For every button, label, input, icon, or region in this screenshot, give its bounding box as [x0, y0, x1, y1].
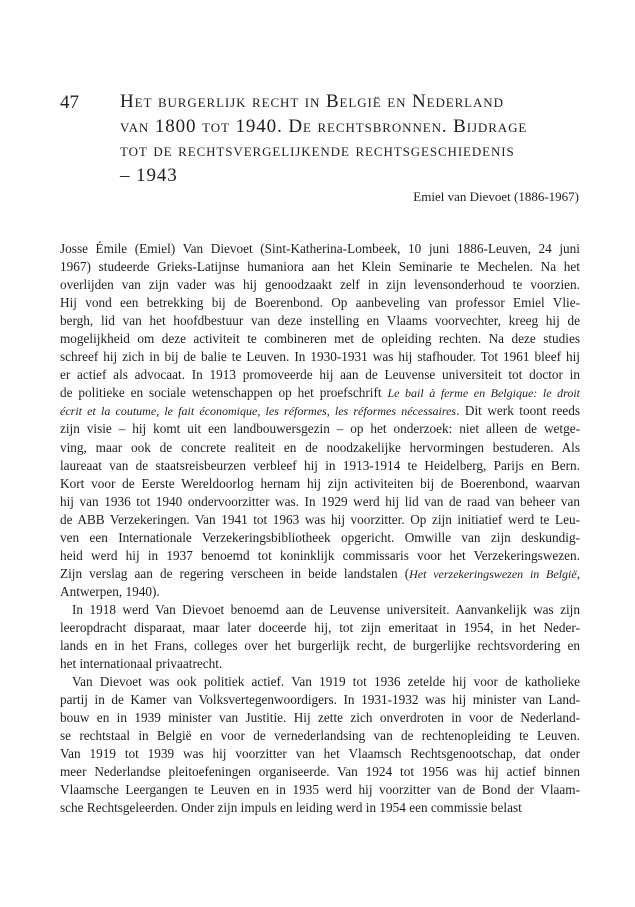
text-segment: . Dit werk toont reeds: [456, 403, 580, 419]
text-line: bergh, lid van het hoofdbestuur van deze instelling en Vlaams voorvechter, kreeg hij de: [60, 313, 580, 329]
body-text: [60, 240, 580, 818]
text-line: leeropdracht disparaat, maar later doceerde hij, tot zijn emeritaat in 1954, in het Neder-: [60, 619, 580, 635]
text-line: zijn visie – hij komt uit een landbouwersgezin – op het onderzoek: niet alleen de wetge-: [60, 421, 580, 437]
text-line: heid werd hij in 1937 benoemd tot koninklijk commissaris voor het Verzekeringswezen.: [60, 547, 580, 563]
chapter-number: 47: [60, 92, 79, 113]
text-segment: de politieke en sociale wetenschappen op het proefschrift: [60, 385, 388, 401]
text-line: sche Rechtsgeleerden. Onder zijn impuls en leiding werd in 1954 een commissie belast: [60, 800, 522, 816]
text-line: de ABB Verzekeringen. Van 1941 tot 1963 was hij voorzitter. Op zijn initiatief werd te Leu-: [60, 511, 580, 527]
italic-title: Het verzekeringswezen in België: [409, 566, 577, 581]
chapter-title-line: – 1943: [120, 164, 178, 186]
text-line: Van 1919 tot 1939 was hij voorzitter van het Vlaamsch Rechtsgenootschap, dat onder: [60, 746, 580, 762]
text-line: se rechtstaal in België en voor de vernederlandsing van de rechtenopleiding te Leuven.: [60, 728, 580, 744]
text-line: laureaat van de staatsreisbeurzen verbleef hij in 1913-1914 te Heidelberg, Parijs en Bern.: [60, 457, 580, 473]
text-line: partij in de Kamer van Volksvertegenwoordigers. In 1931-1932 was hij minister van Land-: [60, 692, 580, 708]
text-line: schreef hij zich in bij de balie te Leuven. In 1930-1931 was hij stafhouder. Tot 1961 bleef hij: [60, 349, 580, 365]
text-line: ven een Internationale Verzekeringsbibliotheek opgericht. Omwille van zijn deskundig-: [60, 529, 580, 545]
text-line: 1967) studeerde Grieks-Latijnse humaniora aan het Klein Seminarie te Mechelen. Na het: [60, 259, 580, 275]
text-line: er actief als advocaat. In 1913 promoveerde hij aan de Leuvense universiteit tot doctor in: [60, 367, 580, 383]
chapter-title-line: tot de rechtsvergelijkende rechtsgeschiedenis: [120, 140, 515, 161]
text-line: mogelijkheid om deze activiteit te combineren met de opleiding rechten. Na deze studies: [60, 331, 580, 347]
italic-title: Le bail à ferme en Belgique: le droit: [387, 386, 581, 401]
text-line: Kort voor de Eerste Wereldoorlog hernam hij zijn activiteiten bij de Boerenbond, waarvan: [60, 475, 580, 491]
chapter-title: [120, 90, 590, 188]
text-line: In 1918 werd Van Dievoet benoemd aan de Leuvense universiteit. Aanvankelijk was zijn: [72, 601, 580, 617]
text-segment: ,: [576, 565, 580, 581]
text-line: [60, 565, 580, 583]
text-line: [60, 402, 580, 420]
text-line: overlijden van zijn vader was hij genoodzaakt zelf in zijn levensonderhoud te voorzien.: [60, 277, 580, 293]
text-line: hij van 1936 tot 1940 ondervoorzitter was. In 1929 werd hij lid van de raad van beheer van: [60, 493, 580, 509]
chapter-title-line: Het burgerlijk recht in België en Nederland: [120, 91, 504, 112]
text-line: bouw en in 1939 minister van Justitie. Hij zette zich onverdroten in voor de Nederland-: [60, 710, 580, 726]
text-line: ving, maar ook de concrete realiteit en de noodzakelijke hervormingen bestuderen. Als: [60, 439, 580, 455]
text-line: Hij vond een betrekking bij de Boerenbond. Op aanbeveling van professor Emiel Vlie-: [60, 295, 580, 311]
italic-title: écrit et la coutume, le fait économique, les réformes, les réformes nécessaires: [60, 404, 457, 419]
text-line: meer Nederlandse pleitoefeningen organiseerde. Van 1924 tot 1956 was hij actief binnen: [60, 764, 580, 780]
paragraph: [60, 673, 580, 817]
text-segment: Zijn verslag aan de regering verscheen in beide landstalen (: [60, 565, 410, 581]
text-line: Van Dievoet was ook politiek actief. Van 1919 tot 1936 zetelde hij voor de katholieke: [72, 674, 580, 690]
chapter-title-line: van 1800 tot 1940. De rechtsbronnen. Bijdrage: [120, 115, 528, 137]
chapter-author: Emiel van Dievoet (1886-1967): [413, 189, 579, 204]
text-line: lands en in het Frans, colleges over het burgerlijk recht, de burgerlijke rechtsvordering en: [60, 638, 580, 654]
text-line: Antwerpen, 1940).: [60, 583, 160, 599]
text-line: Vlaamsche Leergangen te Leuven en in 1935 werd hij voorzitter van de Bond der Vlaam-: [60, 782, 580, 798]
text-line: [60, 384, 580, 402]
text-line: het internationaal privaatrecht.: [60, 656, 223, 672]
paragraph: [60, 240, 580, 601]
text-line: Josse Émile (Emiel) Van Dievoet (Sint-Katherina-Lombeek, 10 juni 1886-Leuven, 24 juni: [60, 241, 580, 256]
paragraph: [60, 601, 580, 673]
